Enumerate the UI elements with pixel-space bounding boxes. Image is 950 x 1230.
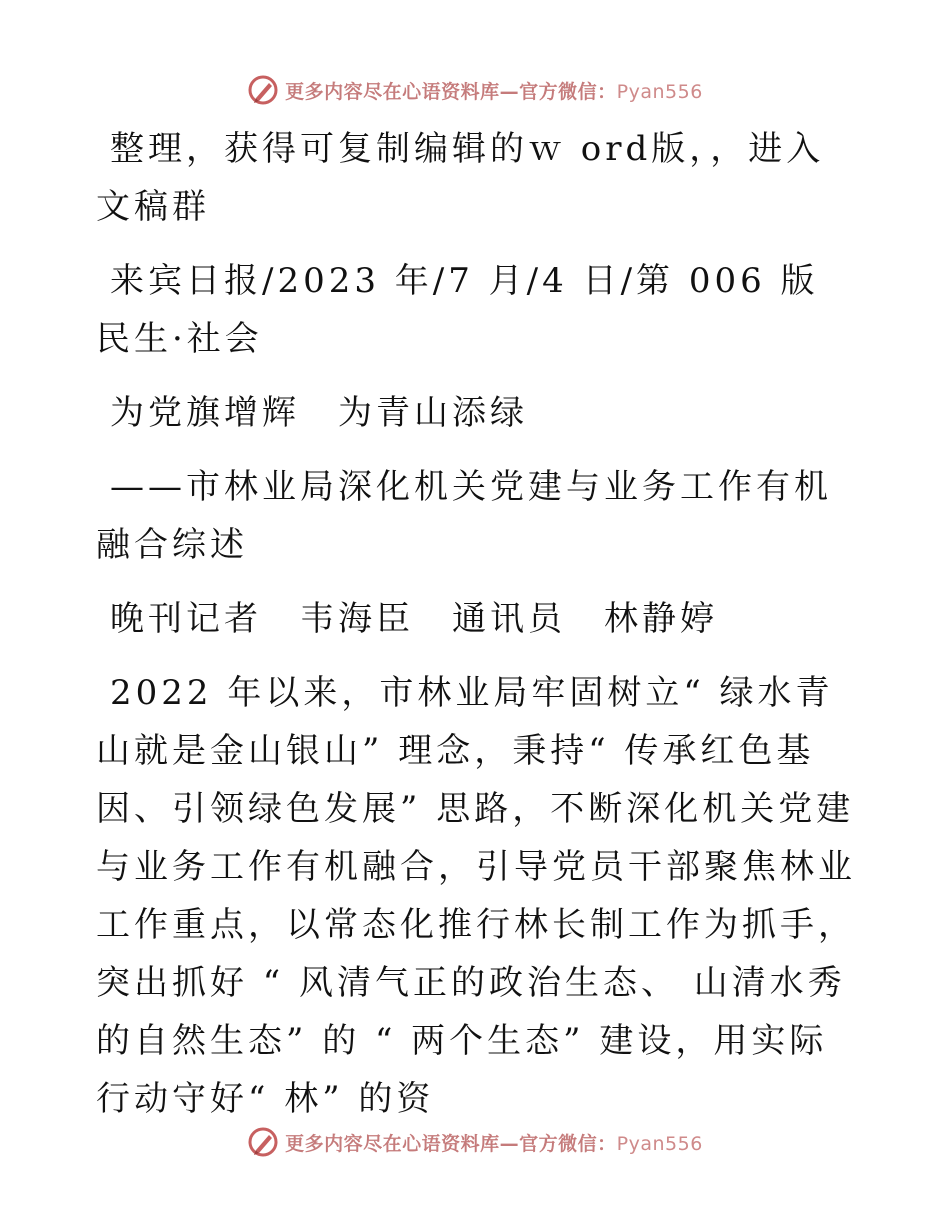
pen-circle-icon: [247, 74, 279, 106]
pen-circle-icon: [247, 1126, 279, 1158]
document-body: [96, 120, 856, 1144]
watermark-text: 更多内容尽在心语资料库—官方微信：Pyan556: [285, 80, 703, 103]
article-subtitle: ——市林业局深化机关党建与业务工作有机融合综述: [96, 467, 832, 565]
paragraph-intro: 整理，获得可复制编辑的ｗ ord版，，进入文稿群: [96, 129, 825, 227]
article-title: 为党旗增辉 为青山添绿: [110, 393, 528, 433]
watermark-header: [0, 70, 950, 110]
paragraph-source: 来宾日报/2023 年/7 月/4 日/第 006 版民生·社会: [96, 261, 819, 359]
watermark-text: 更多内容尽在心语资料库—官方微信：Pyan556: [285, 1132, 703, 1155]
article-body-paragraph: 2022 年以来，市林业局牢固树立“ 绿水青山就是金山银山” 理念，秉持“ 传承红色基因、引领绿色发展” 思路，不断深化机关党建与业务工作有机融合，引导党员干部聚焦林业工作重点，以常态化推行林长制工作为抓手， 突出抓好 “ 风清气正的政治生态、 山清水秀的自然生态” 的 “ 两个生态” 建设，用实际行动守好“ 林” 的资: [96, 673, 856, 1119]
watermark-footer: [0, 1122, 950, 1162]
article-byline: 晚刊记者 韦海臣 通讯员 林静婷: [110, 599, 718, 639]
